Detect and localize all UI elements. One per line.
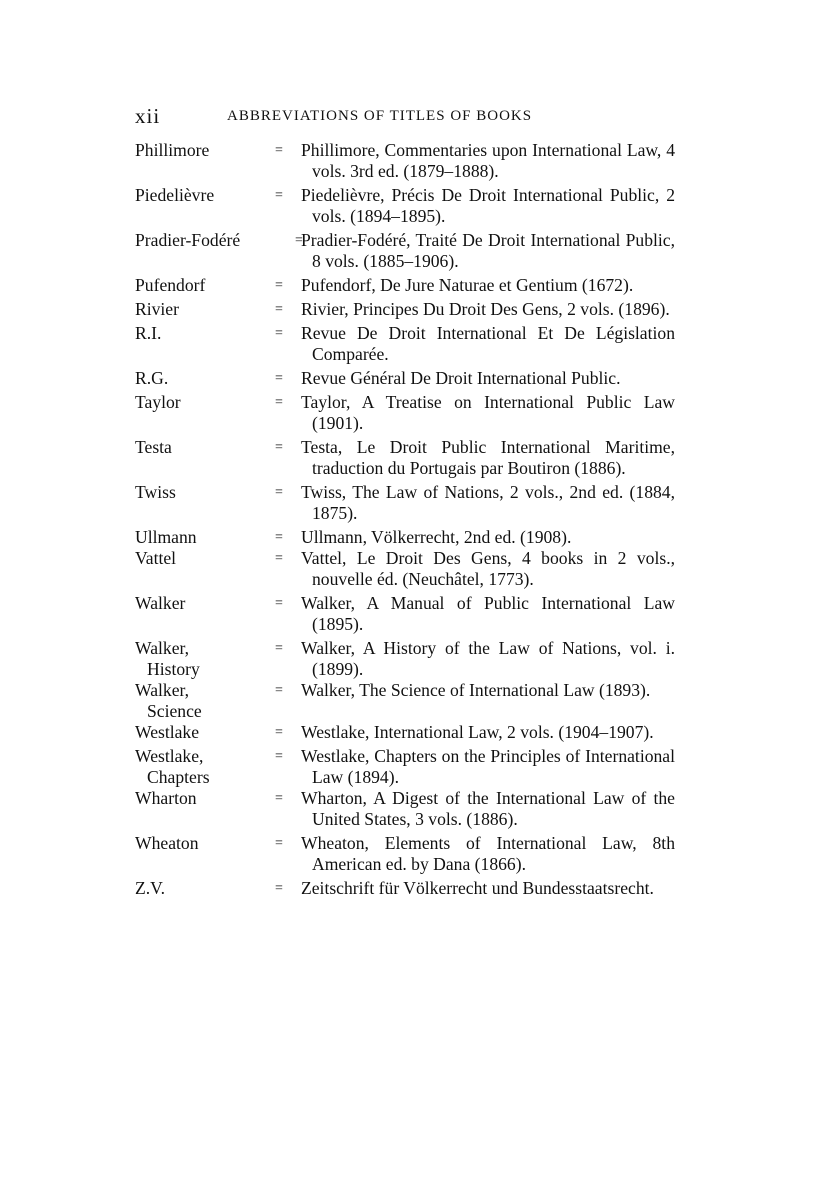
equals-sign: = xyxy=(275,188,283,203)
abbreviation-entry xyxy=(135,230,675,272)
abbreviation-term: Westlake xyxy=(135,722,200,742)
equals-sign: = xyxy=(275,371,283,386)
abbreviation-expansion: Walker, The Science of International Law (1893). xyxy=(301,680,651,700)
equals-sign: = xyxy=(275,596,283,611)
abbreviation-term: R.G. xyxy=(135,368,169,388)
abbreviation-entry xyxy=(135,392,675,434)
equals-sign: = xyxy=(275,725,283,740)
abbreviation-entry xyxy=(135,638,675,680)
equals-sign: = xyxy=(275,641,283,656)
abbreviation-expansion: Wharton, A Digest of the International Law of the United States, 3 vols. (1886). xyxy=(301,788,675,829)
abbreviation-entry xyxy=(135,368,675,389)
abbreviation-expansion: Westlake, International Law, 2 vols. (1904–1907). xyxy=(301,722,654,742)
equals-sign: = xyxy=(275,395,283,410)
equals-sign: = xyxy=(275,530,283,545)
abbreviation-term: Taylor xyxy=(135,392,181,412)
abbreviation-entry xyxy=(135,833,675,875)
equals-sign: = xyxy=(275,440,283,455)
abbreviation-entry xyxy=(135,722,675,743)
abbreviation-expansion: Rivier, Principes Du Droit Des Gens, 2 vols. (1896). xyxy=(301,299,670,319)
abbreviation-term: Vattel xyxy=(135,548,177,568)
page-number: xii xyxy=(135,104,161,128)
equals-sign: = xyxy=(275,143,283,158)
equals-sign: = xyxy=(275,683,283,698)
abbreviation-term: Phillimore xyxy=(135,140,210,160)
equals-sign: = xyxy=(275,881,283,896)
abbreviation-entry xyxy=(135,140,675,182)
abbreviation-entry xyxy=(135,482,675,524)
abbreviation-term: Wheaton xyxy=(135,833,199,853)
abbreviation-expansion: Zeitschrift für Völkerrecht und Bundesstaatsrecht. xyxy=(301,878,654,898)
abbreviation-entry xyxy=(135,323,675,365)
abbreviation-expansion: Wheaton, Elements of International Law, 8th American ed. by Dana (1866). xyxy=(301,833,675,874)
abbreviation-entry xyxy=(135,680,675,722)
abbreviation-term: Testa xyxy=(135,437,172,457)
abbreviation-entry xyxy=(135,593,675,635)
abbreviation-term-first-line: Walker, xyxy=(135,680,190,700)
equals-sign: = xyxy=(275,836,283,851)
abbreviation-entry xyxy=(135,878,675,899)
abbreviation-term: Twiss xyxy=(135,482,176,502)
abbreviation-term-first-line: Walker, xyxy=(135,638,190,658)
abbreviation-expansion: Ullmann, Völkerrecht, 2nd ed. (1908). xyxy=(301,527,572,547)
equals-sign: = xyxy=(275,485,283,500)
abbreviation-term-continuation: Chapters xyxy=(147,767,210,787)
abbreviation-expansion: Piedelièvre, Précis De Droit International Public, 2 vols. (1894–1895). xyxy=(301,185,675,226)
abbreviation-term xyxy=(135,638,257,680)
abbreviation-term-first-line: Westlake, xyxy=(135,746,204,766)
abbreviation-term-continuation: Science xyxy=(147,701,202,721)
abbreviation-entry xyxy=(135,548,675,590)
abbreviation-entry xyxy=(135,185,675,227)
equals-sign: = xyxy=(275,278,283,293)
abbreviation-list xyxy=(135,140,675,902)
abbreviation-term: Pradier-Fodéré xyxy=(135,230,241,250)
abbreviation-entry xyxy=(135,437,675,479)
abbreviation-expansion: Walker, A Manual of Public International Law (1895). xyxy=(301,593,675,634)
abbreviation-term: R.I. xyxy=(135,323,162,343)
abbreviation-term xyxy=(135,746,257,788)
equals-sign: = xyxy=(275,326,283,341)
abbreviation-term: Wharton xyxy=(135,788,197,808)
abbreviation-expansion: Vattel, Le Droit Des Gens, 4 books in 2 vols., nouvelle éd. (Neuchâtel, 1773). xyxy=(301,548,675,589)
abbreviation-expansion: Pufendorf, De Jure Naturae et Gentium (1672). xyxy=(301,275,634,295)
abbreviation-expansion: Phillimore, Commentaries upon International Law, 4 vols. 3rd ed. (1879–1888). xyxy=(301,140,675,181)
abbreviation-term: Ullmann xyxy=(135,527,197,547)
equals-sign: = xyxy=(275,749,283,764)
equals-sign: = xyxy=(275,302,283,317)
abbreviation-entry xyxy=(135,527,675,548)
abbreviation-expansion: Walker, A History of the Law of Nations, vol. i. (1899). xyxy=(301,638,675,679)
abbreviation-entry xyxy=(135,746,675,788)
abbreviation-expansion: Twiss, The Law of Nations, 2 vols., 2nd ed. (1884, 1875). xyxy=(301,482,675,523)
abbreviation-entry xyxy=(135,299,675,320)
abbreviation-expansion: Westlake, Chapters on the Principles of International Law (1894). xyxy=(301,746,675,787)
abbreviation-term: Piedelièvre xyxy=(135,185,215,205)
running-header xyxy=(135,104,675,128)
abbreviation-term-continuation: History xyxy=(147,659,200,679)
abbreviation-term: Rivier xyxy=(135,299,179,319)
abbreviation-expansion: Revue De Droit International Et De Législation Comparée. xyxy=(301,323,675,364)
abbreviation-expansion: Revue Général De Droit International Public. xyxy=(301,368,621,388)
running-title: ABBREVIATIONS OF TITLES OF BOOKS xyxy=(227,108,533,124)
abbreviation-expansion: Taylor, A Treatise on International Public Law (1901). xyxy=(301,392,675,433)
abbreviation-term xyxy=(135,680,257,722)
abbreviation-entry xyxy=(135,275,675,296)
abbreviation-term: Z.V. xyxy=(135,878,165,898)
abbreviation-term: Pufendorf xyxy=(135,275,206,295)
abbreviation-expansion: Pradier-Fodéré, Traité De Droit International Public, 8 vols. (1885–1906). xyxy=(301,230,675,271)
abbreviation-expansion: Testa, Le Droit Public International Maritime, traduction du Portugais par Boutiron (1886). xyxy=(301,437,675,478)
equals-sign: = xyxy=(295,233,303,248)
equals-sign: = xyxy=(275,791,283,806)
abbreviation-term: Walker xyxy=(135,593,186,613)
equals-sign: = xyxy=(275,551,283,566)
abbreviation-entry xyxy=(135,788,675,830)
